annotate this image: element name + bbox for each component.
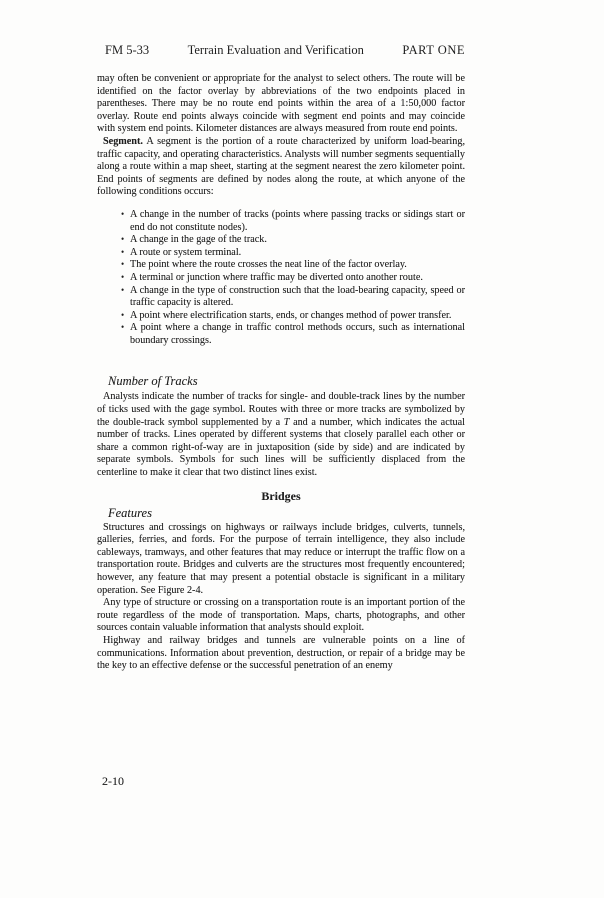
page-content: [97, 43, 465, 673]
page-number: 2-10: [102, 774, 124, 788]
segment-lead: Segment.: [103, 135, 143, 147]
number-of-tracks-paragraph: [97, 391, 465, 479]
list-item: • A terminal or junction where traffic may be diverted onto another route.: [121, 272, 465, 285]
part-label: PART ONE: [402, 43, 465, 57]
bridges-paragraph-3: Highway and railway bridges and tunnels are vulnerable points on a line of communications. Information about prevention, destruction, or repair of a bridge may be the key to an effective defense or the successful penetration of an enemy: [97, 634, 465, 672]
segment-conditions-list: [97, 209, 465, 348]
features-heading: Features: [108, 505, 152, 520]
list-item: • A change in the gage of the track.: [121, 234, 465, 247]
italic-t: T: [283, 416, 290, 428]
list-item: • A change in the number of tracks (points where passing tracks or sidings start or end do not constitute nodes).: [121, 209, 465, 234]
tracks-text-part1: Analysts indicate the number of tracks for single- and double-track lines by the number of ticks used with the gage symbol. Routes with three or more tracks are symbolized by the double-track symbol supplemented by a: [97, 391, 465, 428]
document-id: FM 5-33: [105, 43, 150, 57]
bridges-heading: Bridges: [261, 488, 301, 503]
list-item: • A route or system terminal.: [121, 247, 465, 260]
segment-paragraph: [97, 136, 465, 199]
list-item: • A change in the type of construction such that the load-bearing capacity, speed or traffic capacity is altered.: [121, 285, 465, 310]
list-item: • The point where the route crosses the neat line of the factor overlay.: [121, 259, 465, 272]
intro-paragraph: may often be convenient or appropriate for the analyst to select others. The route will be identified on the factor overlay by abbreviations of the two endpoints placed in parentheses. There may be no route end points within the area of a 1:50,000 factor overlay. Route end points always coincide with segment end points and may coincide with system end points. Kilometer distances are always measured from route end points.: [97, 73, 465, 135]
number-of-tracks-heading: Number of Tracks: [108, 374, 198, 389]
segment-text: A segment is the portion of a route characterized by uniform load-bearing, traffic capacity, and operating characteristics. Analysts will number segments sequentially along a route within a map sheet, starting at the segment nearest the zero kilometer point. End points of segments are defined by nodes along the route, at which anyone of the following conditions occurs:: [97, 135, 465, 198]
list-item: • A point where a change in traffic control methods occurs, such as international boundary crossings.: [121, 322, 465, 347]
chapter-title: Terrain Evaluation and Verification: [187, 43, 364, 57]
bridges-paragraph-2: Any type of structure or crossing on a transportation route is an important portion of the route regardless of the mode of transportation. Maps, charts, photographs, and other sources contain valuable information that analysts should exploit.: [97, 597, 465, 634]
list-item: • A point where electrification starts, ends, or changes method of power transfer.: [121, 310, 465, 323]
bridges-paragraph-1: Structures and crossings on highways or railways include bridges, culverts, tunnels, galleries, ferries, and fords. For the purpose of terrain intelligence, they also include cableways, tramways, and other features that may reduce or interrupt the traffic flow on a transportation route. Bridges and culverts are the structures most frequently encountered; however, any feature that may present a potential obstacle is significant in a military operation. See Figure 2-4.: [97, 521, 465, 596]
page-header: [97, 43, 465, 57]
tracks-text-part2: and a number, which indicates the actual number of tracks. Lines operated by different systems that closely parallel each other or share a common right-of-way are in juxtaposition (side by side) and are indicated by separate symbols. Symbols for such lines will be sufficiently displaced from the centerline to make it clear that two distinct lines exist.: [97, 416, 465, 479]
